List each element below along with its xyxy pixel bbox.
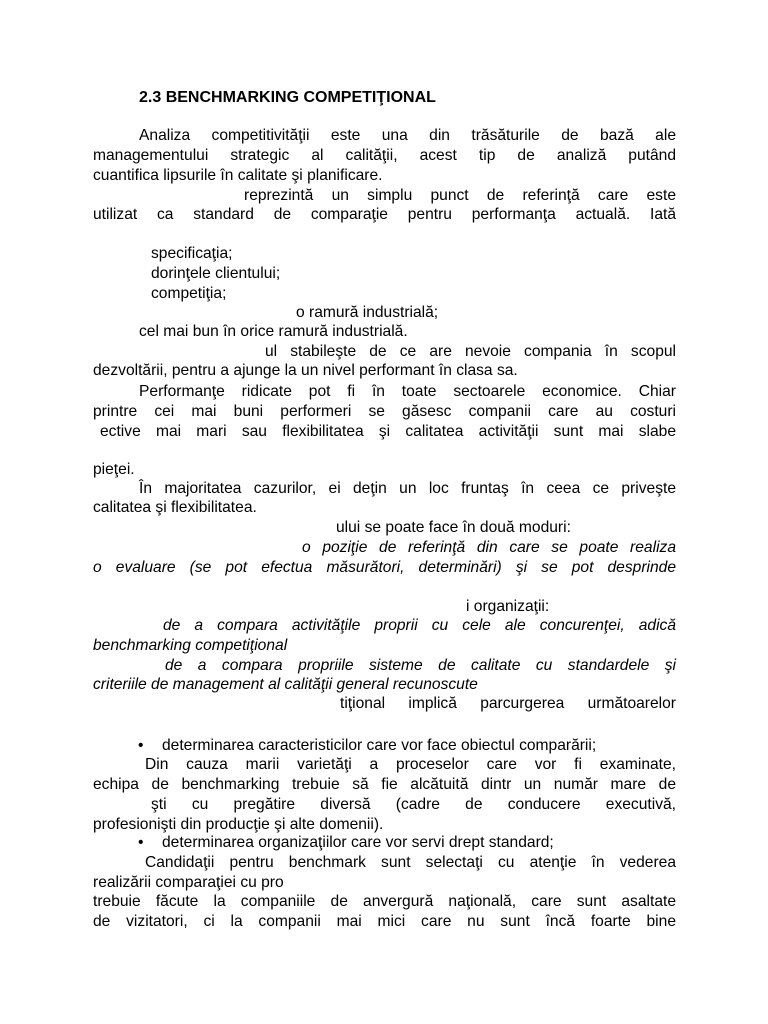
bullet-text: determinarea organizaţiilor care vor servi drept standard;	[162, 834, 554, 851]
paragraph-line: pieţei.	[93, 461, 135, 478]
paragraph-line: Performanţe ridicate pot fi în toate sectoarele economice. Chiar	[139, 383, 676, 400]
bullet-item	[138, 833, 554, 852]
paragraph-line: de vizitatori, ci la companii mai mici care nu sunt încă foarte bine	[93, 913, 676, 930]
paragraph-line: profesionişti din producţie şi alte domenii).	[93, 816, 384, 833]
italic-line: o evaluare (se pot efectua măsurători, determinări) şi se pot desprinde	[93, 559, 676, 576]
list-item: competiţia;	[151, 285, 227, 302]
paragraph-line: calitatea şi flexibilitatea.	[93, 499, 257, 516]
paragraph-line: realizării comparaţiei cu pro	[93, 874, 284, 891]
italic-line: benchmarking competiţional	[93, 637, 288, 654]
paragraph-line: tiţional implică parcurgerea următoarelor	[340, 695, 676, 712]
paragraph-line: dezvoltării, pentru a ajunge la un nivel performant în clasa sa.	[93, 362, 518, 379]
paragraph-line: În majoritatea cazurilor, ei deţin un loc fruntaş în ceea ce priveşte	[139, 480, 676, 497]
paragraph-line: Candidaţii pentru benchmark sunt selectaţi cu atenţie în vederea	[145, 854, 676, 871]
list-item: dorinţele clientului;	[151, 265, 281, 282]
italic-line: de a compara propriile sisteme de calitate cu standardele şi	[165, 657, 676, 674]
italic-line: criteriile de management al calităţii general recunoscute	[93, 676, 478, 693]
section-title: 2.3 BENCHMARKING COMPETIŢIONAL	[139, 89, 436, 106]
bullet-item	[138, 736, 597, 755]
paragraph-line: echipa de benchmarking trebuie să fie alcătuită dintr un număr mare de	[93, 776, 676, 793]
paragraph-line: utilizat ca standard de comparaţie pentru performanţa actuală. Iată	[93, 206, 676, 223]
bullet-text: determinarea caracteristicilor care vor face obiectul comparării;	[162, 737, 597, 754]
paragraph-line: ul stabileşte de ce are nevoie compania în scopul	[265, 343, 676, 360]
list-item: specificaţia;	[151, 245, 233, 262]
paragraph-line: i organizaţii:	[466, 598, 550, 615]
paragraph-line: Analiza competitivităţii este una din trăsăturile de bază ale	[139, 127, 676, 144]
list-item: o ramură industrială;	[296, 304, 439, 321]
paragraph-line: printre cei mai buni performeri se găsesc companii care au costuri	[93, 403, 676, 420]
paragraph-line: Din cauza marii varietăţi a proceselor care vor fi examinate,	[145, 756, 676, 773]
italic-line: de a compara activităţile proprii cu cele ale concurenţei, adică	[163, 617, 676, 634]
bullet-icon: •	[138, 834, 144, 851]
paragraph-line: cuantifica lipsurile în calitate şi planificare.	[93, 167, 383, 184]
paragraph-line: managementului strategic al calităţii, acest tip de analiză putând	[93, 147, 676, 164]
bullet-icon: •	[138, 737, 144, 754]
paragraph-line: trebuie făcute la companiile de anvergură naţională, care sunt asaltate	[93, 893, 676, 910]
paragraph-line: reprezintă un simplu punct de referinţă care este	[244, 187, 676, 204]
italic-line: o poziţie de referinţă din care se poate realiza	[302, 539, 676, 556]
paragraph-line: ului se poate face în două moduri:	[336, 519, 571, 536]
list-item: cel mai bun în orice ramură industrială.	[139, 323, 408, 340]
paragraph-line: şti cu pregătire diversă (cadre de conducere executivă,	[151, 796, 676, 813]
paragraph-line: ective mai mari sau flexibilitatea şi calitatea activităţii sunt mai slabe	[100, 423, 676, 440]
